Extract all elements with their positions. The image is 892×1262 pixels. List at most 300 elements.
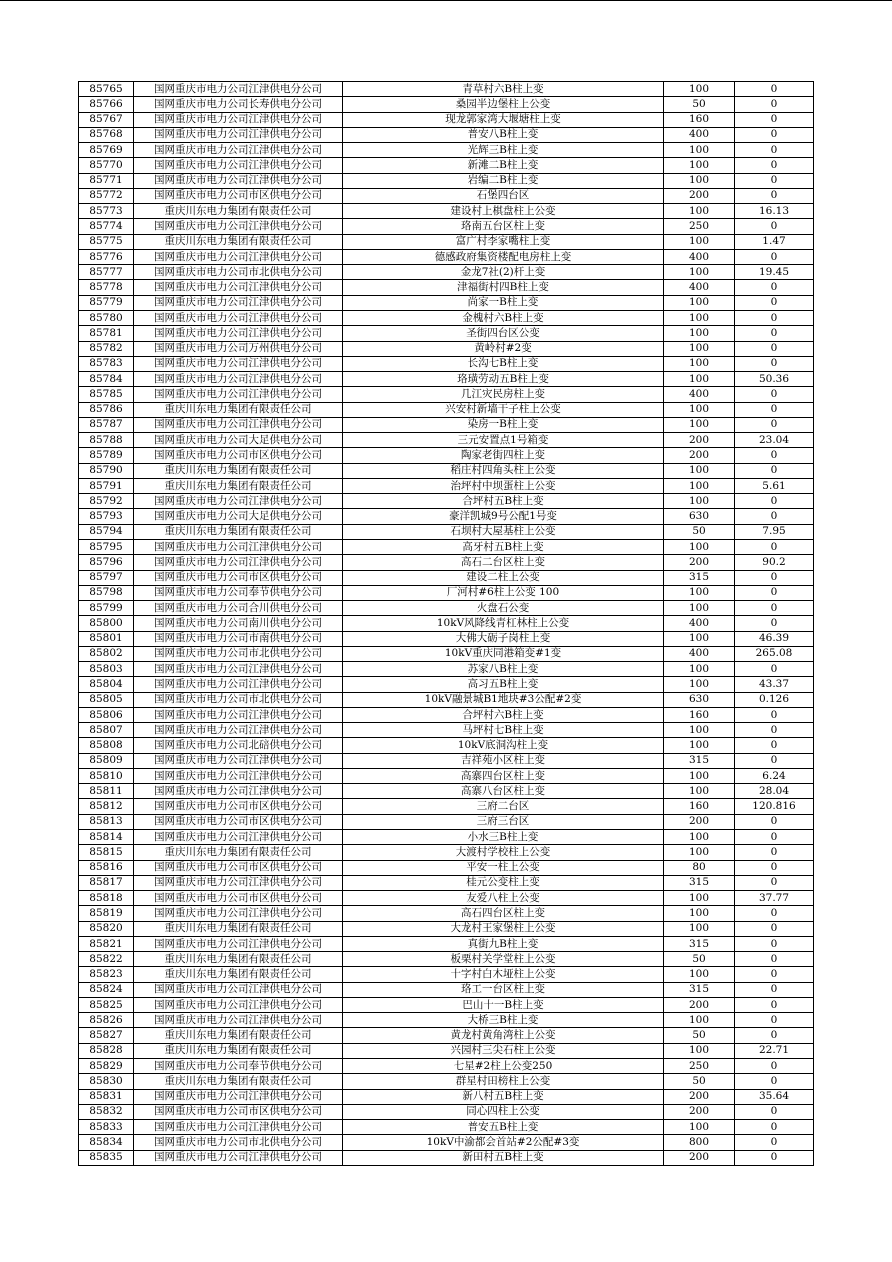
cell-capacity: 100: [664, 173, 735, 188]
table-row: [79, 982, 814, 997]
cell-station-name: 现龙郭家湾大堰塘柱上变: [343, 112, 664, 127]
cell-station-name: 建设二柱上公变: [343, 570, 664, 585]
cell-value: 0: [735, 830, 814, 845]
cell-capacity: 160: [664, 707, 735, 722]
cell-station-name: 德感政府集资楼配电房柱上变: [343, 249, 664, 264]
cell-company: 国网重庆市电力公司江津供电分公司: [134, 356, 343, 371]
cell-value: 0: [735, 249, 814, 264]
cell-capacity: 100: [664, 677, 735, 692]
cell-id: 85804: [79, 677, 134, 692]
table-row: [79, 707, 814, 722]
cell-value: 28.04: [735, 784, 814, 799]
cell-capacity: 315: [664, 753, 735, 768]
cell-station-name: 黄岭村#2变: [343, 341, 664, 356]
cell-company: 国网重庆市电力公司市北供电分公司: [134, 265, 343, 280]
cell-capacity: 100: [664, 234, 735, 249]
cell-company: 国网重庆市电力公司江津供电分公司: [134, 768, 343, 783]
cell-capacity: 100: [664, 310, 735, 325]
table-row: [79, 1028, 814, 1043]
cell-id: 85791: [79, 478, 134, 493]
cell-station-name: 火盘石公变: [343, 601, 664, 616]
table-row: [79, 1150, 814, 1165]
cell-id: 85776: [79, 249, 134, 264]
cell-value: 23.04: [735, 433, 814, 448]
top-rule: [0, 0, 892, 1]
cell-id: 85808: [79, 738, 134, 753]
cell-company: 国网重庆市电力公司江津供电分公司: [134, 112, 343, 127]
cell-value: 0: [735, 1074, 814, 1089]
cell-capacity: 100: [664, 265, 735, 280]
cell-station-name: 大桥三B柱上变: [343, 1013, 664, 1028]
cell-value: 0: [735, 280, 814, 295]
table-row: [79, 570, 814, 585]
table-row: [79, 143, 814, 158]
cell-id: 85784: [79, 372, 134, 387]
cell-value: 0: [735, 295, 814, 310]
cell-station-name: 10kV中渝都会首站#2公配#3变: [343, 1135, 664, 1150]
cell-company: 国网重庆市电力公司江津供电分公司: [134, 417, 343, 432]
cell-station-name: 平安一柱上公变: [343, 860, 664, 875]
cell-value: 0: [735, 707, 814, 722]
cell-id: 85782: [79, 341, 134, 356]
cell-station-name: 大渡村学校柱上公变: [343, 845, 664, 860]
cell-id: 85794: [79, 524, 134, 539]
cell-capacity: 100: [664, 417, 735, 432]
cell-capacity: 200: [664, 1104, 735, 1119]
cell-value: 7.95: [735, 524, 814, 539]
cell-station-name: 青草村六B柱上变: [343, 82, 664, 97]
cell-station-name: 马坪村七B柱上变: [343, 723, 664, 738]
table-row: [79, 310, 814, 325]
cell-station-name: 稻庄村四角头柱上公变: [343, 463, 664, 478]
cell-company: 国网重庆市电力公司市北供电分公司: [134, 1135, 343, 1150]
cell-company: 国网重庆市电力公司江津供电分公司: [134, 1013, 343, 1028]
cell-company: 国网重庆市电力公司市区供电分公司: [134, 1104, 343, 1119]
cell-station-name: 板栗村关学堂柱上公变: [343, 952, 664, 967]
cell-id: 85827: [79, 1028, 134, 1043]
cell-station-name: 岩编二B柱上变: [343, 173, 664, 188]
cell-capacity: 100: [664, 601, 735, 616]
cell-station-name: 陶家老街四柱上变: [343, 448, 664, 463]
cell-value: 16.13: [735, 204, 814, 219]
cell-id: 85822: [79, 952, 134, 967]
cell-value: 0: [735, 326, 814, 341]
cell-company: 国网重庆市电力公司江津供电分公司: [134, 1089, 343, 1104]
cell-id: 85811: [79, 784, 134, 799]
cell-capacity: 200: [664, 448, 735, 463]
table-row: [79, 1074, 814, 1089]
cell-value: 0: [735, 143, 814, 158]
cell-value: 0: [735, 463, 814, 478]
table-row: [79, 631, 814, 646]
cell-capacity: 50: [664, 97, 735, 112]
cell-company: 重庆川东电力集团有限责任公司: [134, 1074, 343, 1089]
cell-company: 重庆川东电力集团有限责任公司: [134, 952, 343, 967]
cell-station-name: 群星村田榜柱上公变: [343, 1074, 664, 1089]
cell-company: 国网重庆市电力公司江津供电分公司: [134, 249, 343, 264]
cell-value: 0: [735, 662, 814, 677]
cell-id: 85828: [79, 1043, 134, 1058]
cell-station-name: 高寨四台区柱上变: [343, 768, 664, 783]
cell-id: 85817: [79, 875, 134, 890]
cell-capacity: 100: [664, 921, 735, 936]
cell-company: 重庆川东电力集团有限责任公司: [134, 1028, 343, 1043]
cell-id: 85788: [79, 433, 134, 448]
cell-capacity: 100: [664, 845, 735, 860]
cell-station-name: 普安八B柱上变: [343, 127, 664, 142]
cell-company: 重庆川东电力集团有限责任公司: [134, 967, 343, 982]
table-row: [79, 860, 814, 875]
cell-value: 0: [735, 616, 814, 631]
cell-capacity: 100: [664, 891, 735, 906]
table-row: [79, 1104, 814, 1119]
cell-company: 国网重庆市电力公司大足供电分公司: [134, 433, 343, 448]
cell-id: 85793: [79, 509, 134, 524]
table-row: [79, 738, 814, 753]
cell-station-name: 桂元公变柱上变: [343, 875, 664, 890]
cell-capacity: 100: [664, 158, 735, 173]
cell-value: 0: [735, 723, 814, 738]
cell-company: 国网重庆市电力公司南川供电分公司: [134, 616, 343, 631]
table-row: [79, 249, 814, 264]
cell-company: 重庆川东电力集团有限责任公司: [134, 234, 343, 249]
cell-id: 85790: [79, 463, 134, 478]
cell-id: 85833: [79, 1120, 134, 1135]
cell-company: 国网重庆市电力公司江津供电分公司: [134, 707, 343, 722]
cell-capacity: 100: [664, 326, 735, 341]
cell-company: 重庆川东电力集团有限责任公司: [134, 402, 343, 417]
table-row: [79, 494, 814, 509]
cell-company: 国网重庆市电力公司合川供电分公司: [134, 601, 343, 616]
cell-company: 国网重庆市电力公司江津供电分公司: [134, 555, 343, 570]
table-row: [79, 173, 814, 188]
cell-company: 国网重庆市电力公司江津供电分公司: [134, 753, 343, 768]
table-row: [79, 616, 814, 631]
cell-capacity: 200: [664, 433, 735, 448]
cell-station-name: 巴山十一B柱上变: [343, 997, 664, 1012]
cell-station-name: 桑园半边堡柱上公变: [343, 97, 664, 112]
cell-value: 0: [735, 341, 814, 356]
cell-station-name: 10kV融景城B1地块#3公配#2变: [343, 692, 664, 707]
cell-capacity: 200: [664, 1089, 735, 1104]
cell-station-name: 光辉三B柱上变: [343, 143, 664, 158]
cell-station-name: 尚家一B柱上变: [343, 295, 664, 310]
cell-company: 国网重庆市电力公司江津供电分公司: [134, 82, 343, 97]
table-row: [79, 585, 814, 600]
cell-company: 国网重庆市电力公司市区供电分公司: [134, 799, 343, 814]
cell-capacity: 200: [664, 814, 735, 829]
cell-station-name: 新田村五B柱上变: [343, 1150, 664, 1165]
cell-value: 0: [735, 814, 814, 829]
cell-id: 85810: [79, 768, 134, 783]
cell-company: 重庆川东电力集团有限责任公司: [134, 204, 343, 219]
cell-company: 国网重庆市电力公司江津供电分公司: [134, 387, 343, 402]
cell-value: 50.36: [735, 372, 814, 387]
cell-value: 0: [735, 1104, 814, 1119]
cell-id: 85779: [79, 295, 134, 310]
cell-value: 0: [735, 1150, 814, 1165]
cell-id: 85781: [79, 326, 134, 341]
cell-value: 6.24: [735, 768, 814, 783]
cell-id: 85806: [79, 707, 134, 722]
cell-company: 国网重庆市电力公司市区供电分公司: [134, 860, 343, 875]
cell-value: 0: [735, 967, 814, 982]
table-row: [79, 753, 814, 768]
table-row: [79, 936, 814, 951]
cell-value: 22.71: [735, 1043, 814, 1058]
cell-station-name: 10kV风降线青杠林柱上公变: [343, 616, 664, 631]
cell-company: 重庆川东电力集团有限责任公司: [134, 845, 343, 860]
cell-company: 重庆川东电力集团有限责任公司: [134, 463, 343, 478]
cell-id: 85832: [79, 1104, 134, 1119]
cell-value: 0: [735, 188, 814, 203]
table-row: [79, 997, 814, 1012]
cell-value: 0: [735, 158, 814, 173]
cell-id: 85767: [79, 112, 134, 127]
cell-capacity: 160: [664, 799, 735, 814]
cell-id: 85807: [79, 723, 134, 738]
cell-value: 0: [735, 112, 814, 127]
cell-value: 5.61: [735, 478, 814, 493]
cell-value: 0: [735, 738, 814, 753]
cell-capacity: 400: [664, 280, 735, 295]
cell-company: 国网重庆市电力公司江津供电分公司: [134, 158, 343, 173]
cell-capacity: 630: [664, 509, 735, 524]
cell-value: 0: [735, 1120, 814, 1135]
cell-capacity: 100: [664, 585, 735, 600]
table-row: [79, 463, 814, 478]
cell-station-name: 长沟七B柱上变: [343, 356, 664, 371]
cell-company: 国网重庆市电力公司市区供电分公司: [134, 814, 343, 829]
cell-station-name: 高习五B柱上变: [343, 677, 664, 692]
cell-station-name: 兴安村新墙干子柱上公变: [343, 402, 664, 417]
cell-value: 46.39: [735, 631, 814, 646]
cell-value: 0: [735, 601, 814, 616]
cell-capacity: 50: [664, 1028, 735, 1043]
table-row: [79, 845, 814, 860]
cell-id: 85796: [79, 555, 134, 570]
cell-value: 0: [735, 860, 814, 875]
cell-company: 国网重庆市电力公司市北供电分公司: [134, 692, 343, 707]
cell-company: 国网重庆市电力公司江津供电分公司: [134, 295, 343, 310]
table-row: [79, 158, 814, 173]
cell-station-name: 金龙7社(2)杆上变: [343, 265, 664, 280]
cell-value: 43.37: [735, 677, 814, 692]
cell-company: 国网重庆市电力公司江津供电分公司: [134, 830, 343, 845]
cell-value: 0: [735, 97, 814, 112]
cell-id: 85777: [79, 265, 134, 280]
table-row: [79, 295, 814, 310]
cell-station-name: 豪洋凯城9号公配1号变: [343, 509, 664, 524]
cell-station-name: 厂河村#6柱上公变 100: [343, 585, 664, 600]
cell-capacity: 160: [664, 112, 735, 127]
cell-company: 国网重庆市电力公司长寿供电分公司: [134, 97, 343, 112]
cell-company: 国网重庆市电力公司江津供电分公司: [134, 997, 343, 1012]
table-row: [79, 952, 814, 967]
cell-value: 0: [735, 509, 814, 524]
table-body: [79, 82, 814, 1166]
cell-company: 重庆川东电力集团有限责任公司: [134, 524, 343, 539]
cell-company: 国网重庆市电力公司奉节供电分公司: [134, 1059, 343, 1074]
cell-value: 0: [735, 1028, 814, 1043]
cell-value: 0: [735, 875, 814, 890]
table-row: [79, 555, 814, 570]
cell-capacity: 315: [664, 875, 735, 890]
cell-company: 国网重庆市电力公司江津供电分公司: [134, 982, 343, 997]
cell-company: 国网重庆市电力公司市区供电分公司: [134, 570, 343, 585]
cell-station-name: 小水三B柱上变: [343, 830, 664, 845]
cell-value: 0: [735, 997, 814, 1012]
table-row: [79, 417, 814, 432]
table-row: [79, 448, 814, 463]
cell-company: 重庆川东电力集团有限责任公司: [134, 1043, 343, 1058]
cell-capacity: 80: [664, 860, 735, 875]
cell-value: 0: [735, 1135, 814, 1150]
cell-station-name: 几江灾民房柱上变: [343, 387, 664, 402]
cell-id: 85789: [79, 448, 134, 463]
table-row: [79, 891, 814, 906]
cell-value: 120.816: [735, 799, 814, 814]
cell-id: 85814: [79, 830, 134, 845]
table-row: [79, 280, 814, 295]
cell-id: 85803: [79, 662, 134, 677]
table-row: [79, 341, 814, 356]
cell-value: 0: [735, 448, 814, 463]
table-row: [79, 1135, 814, 1150]
cell-id: 85801: [79, 631, 134, 646]
cell-company: 国网重庆市电力公司江津供电分公司: [134, 723, 343, 738]
cell-station-name: 黄龙村黄角湾柱上公变: [343, 1028, 664, 1043]
table-row: [79, 784, 814, 799]
cell-company: 国网重庆市电力公司江津供电分公司: [134, 310, 343, 325]
cell-value: 0: [735, 570, 814, 585]
cell-id: 85799: [79, 601, 134, 616]
cell-company: 国网重庆市电力公司北碚供电分公司: [134, 738, 343, 753]
cell-station-name: 新八村五B柱上变: [343, 1089, 664, 1104]
cell-company: 国网重庆市电力公司市南供电分公司: [134, 631, 343, 646]
cell-capacity: 400: [664, 616, 735, 631]
cell-station-name: 圣街四台区公变: [343, 326, 664, 341]
cell-id: 85834: [79, 1135, 134, 1150]
cell-id: 85830: [79, 1074, 134, 1089]
cell-id: 85797: [79, 570, 134, 585]
cell-id: 85768: [79, 127, 134, 142]
table-row: [79, 524, 814, 539]
cell-capacity: 250: [664, 1059, 735, 1074]
table-row: [79, 219, 814, 234]
cell-value: 0: [735, 127, 814, 142]
cell-capacity: 200: [664, 555, 735, 570]
cell-station-name: 10kV底洞沟柱上变: [343, 738, 664, 753]
table-row: [79, 1089, 814, 1104]
cell-station-name: 同心四柱上公变: [343, 1104, 664, 1119]
cell-value: 0: [735, 906, 814, 921]
cell-station-name: 建设村上棋盘柱上公变: [343, 204, 664, 219]
cell-value: 37.77: [735, 891, 814, 906]
table-row: [79, 509, 814, 524]
cell-value: 0: [735, 417, 814, 432]
cell-value: 0: [735, 982, 814, 997]
cell-value: 0: [735, 845, 814, 860]
cell-company: 国网重庆市电力公司江津供电分公司: [134, 280, 343, 295]
cell-company: 国网重庆市电力公司江津供电分公司: [134, 219, 343, 234]
cell-value: 1.47: [735, 234, 814, 249]
cell-company: 国网重庆市电力公司市区供电分公司: [134, 188, 343, 203]
cell-id: 85816: [79, 860, 134, 875]
cell-station-name: 真街九B柱上变: [343, 936, 664, 951]
cell-id: 85835: [79, 1150, 134, 1165]
table-row: [79, 234, 814, 249]
cell-value: 0: [735, 173, 814, 188]
cell-id: 85765: [79, 82, 134, 97]
cell-value: 0: [735, 387, 814, 402]
cell-id: 85795: [79, 539, 134, 554]
cell-station-name: 兴园村三尖石柱上公变: [343, 1043, 664, 1058]
cell-id: 85802: [79, 646, 134, 661]
table-row: [79, 830, 814, 845]
table-row: [79, 799, 814, 814]
table-row: [79, 402, 814, 417]
cell-company: 国网重庆市电力公司市区供电分公司: [134, 891, 343, 906]
cell-capacity: 100: [664, 768, 735, 783]
cell-id: 85783: [79, 356, 134, 371]
cell-capacity: 100: [664, 631, 735, 646]
table-row: [79, 1120, 814, 1135]
table-row: [79, 1013, 814, 1028]
cell-company: 国网重庆市电力公司江津供电分公司: [134, 784, 343, 799]
table-row: [79, 967, 814, 982]
cell-value: 0.126: [735, 692, 814, 707]
table-row: [79, 204, 814, 219]
cell-capacity: 100: [664, 204, 735, 219]
cell-station-name: 金槐村六B柱上变: [343, 310, 664, 325]
cell-value: 0: [735, 82, 814, 97]
cell-id: 85771: [79, 173, 134, 188]
cell-capacity: 100: [664, 295, 735, 310]
cell-capacity: 100: [664, 402, 735, 417]
cell-id: 85775: [79, 234, 134, 249]
cell-station-name: 友爱八柱上公变: [343, 891, 664, 906]
cell-value: 0: [735, 310, 814, 325]
cell-station-name: 三元安置点1号箱变: [343, 433, 664, 448]
cell-capacity: 315: [664, 982, 735, 997]
cell-id: 85770: [79, 158, 134, 173]
cell-capacity: 100: [664, 830, 735, 845]
cell-value: 0: [735, 753, 814, 768]
cell-value: 19.45: [735, 265, 814, 280]
cell-id: 85813: [79, 814, 134, 829]
cell-station-name: 苏家八B柱上变: [343, 662, 664, 677]
cell-capacity: 100: [664, 662, 735, 677]
cell-capacity: 100: [664, 1043, 735, 1058]
cell-id: 85766: [79, 97, 134, 112]
table-row: [79, 1043, 814, 1058]
cell-id: 85805: [79, 692, 134, 707]
cell-station-name: 染房一B柱上变: [343, 417, 664, 432]
cell-company: 国网重庆市电力公司江津供电分公司: [134, 1150, 343, 1165]
cell-value: 0: [735, 585, 814, 600]
cell-capacity: 100: [664, 463, 735, 478]
cell-id: 85772: [79, 188, 134, 203]
cell-capacity: 100: [664, 356, 735, 371]
cell-id: 85780: [79, 310, 134, 325]
cell-station-name: 合坪村六B柱上变: [343, 707, 664, 722]
cell-capacity: 100: [664, 784, 735, 799]
table-row: [79, 433, 814, 448]
cell-company: 国网重庆市电力公司万州供电分公司: [134, 341, 343, 356]
cell-company: 国网重庆市电力公司市北供电分公司: [134, 646, 343, 661]
cell-capacity: 100: [664, 372, 735, 387]
